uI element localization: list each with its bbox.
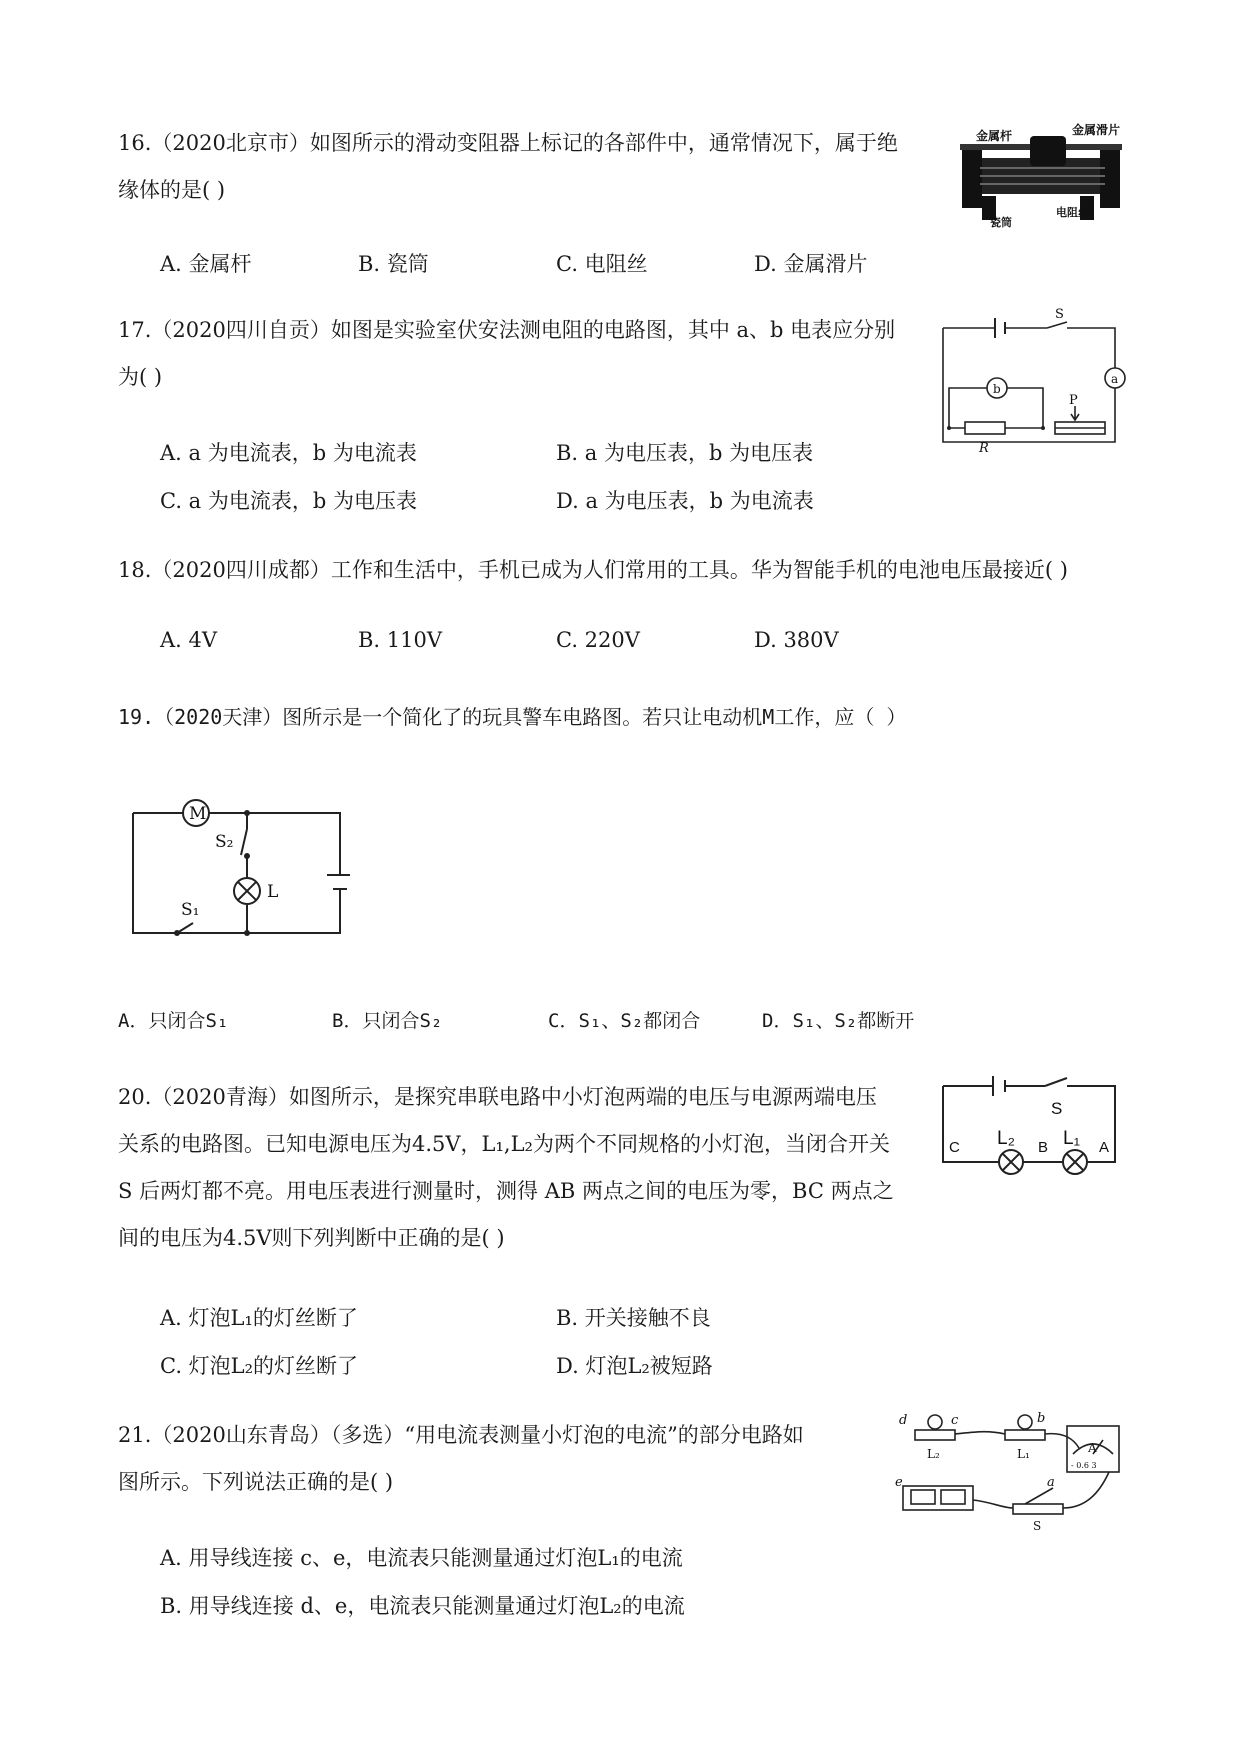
label-meter-b: b (993, 382, 1001, 396)
label-resistance-wire: 电阻丝 (1056, 206, 1089, 219)
label-switch-s1: S₁ (181, 900, 200, 920)
label-terminal-a: a (1047, 1475, 1055, 1490)
option-d: D．S₁、S₂都断开 (762, 1010, 915, 1032)
option-b: B. 110V (358, 628, 443, 652)
label-point-a: A (1099, 1139, 1110, 1156)
option-a: A．只闭合S₁ (118, 1010, 229, 1032)
option-d: D. 灯泡L₂被短路 (556, 1354, 713, 1378)
option-d: D. a 为电压表，b 为电流表 (556, 489, 814, 513)
question-stem: 19.（2020天津）图所示是一个简化了的玩具警车电路图。若只让电动机M工作，应（ ） (118, 705, 907, 729)
label-metal-rod: 金属杆 (976, 129, 1013, 143)
label-point-b: B (1038, 1139, 1049, 1156)
question-stem: 17.（2020四川自贡）如图是实验室伏安法测电阻的电路图，其中 a、b 电表应分别 (118, 318, 896, 342)
question-19 (118, 694, 906, 741)
voltammetry-circuit (935, 306, 1130, 456)
question-stem: 关系的电路图。已知电源电压为4.5V，L₁,L₂为两个不同规格的小灯泡，当闭合开关 (118, 1132, 890, 1156)
label-meter-a: a (1111, 372, 1119, 386)
label-point-c: C (949, 1139, 960, 1156)
question-20 (118, 1074, 894, 1262)
option-c: C. 电阻丝 (556, 252, 648, 276)
label-ammeter-terminals: - 0.6 3 (1071, 1461, 1097, 1470)
option-a: A. 金属杆 (160, 252, 252, 276)
option-d: D. 金属滑片 (754, 252, 868, 276)
question-16 (118, 120, 898, 214)
question-stem: 16.（2020北京市）如图所示的滑动变阻器上标记的各部件中，通常情况下，属于绝 (118, 131, 898, 155)
option-c: C. 灯泡L₂的灯丝断了 (160, 1354, 359, 1378)
question-18 (118, 547, 1068, 594)
option-b: B. 开关接触不良 (556, 1306, 711, 1330)
label-motor-m: M (189, 804, 207, 824)
option-b: B. 用导线连接 d、e，电流表只能测量通过灯泡L₂的电流 (160, 1594, 685, 1618)
option-c: C．S₁、S₂都闭合 (548, 1010, 701, 1032)
label-lamp-l2: L₂ (927, 1447, 940, 1461)
option-d: D. 380V (754, 628, 839, 652)
series-circuit (935, 1074, 1130, 1182)
option-c: C. 220V (556, 628, 640, 652)
toy-police-car-circuit (125, 795, 350, 945)
label-terminal-e: e (895, 1475, 903, 1490)
label-slider-p: P (1069, 393, 1078, 408)
label-metal-slider: 金属滑片 (1072, 123, 1121, 137)
label-terminal-b: b (1037, 1411, 1046, 1426)
label-switch-s: S (1033, 1519, 1042, 1533)
question-stem: 18.（2020四川成都）工作和生活中，手机已成为人们常用的工具。华为智能手机的电池电压最接近( ) (118, 558, 1068, 582)
question-stem: 20.（2020青海）如图所示，是探究串联电路中小灯泡两端的电压与电源两端电压 (118, 1085, 877, 1109)
option-a: A. 4V (160, 628, 218, 652)
option-a: A. 用导线连接 c、e，电流表只能测量通过灯泡L₁的电流 (160, 1546, 683, 1570)
ammeter-circuit (895, 1404, 1135, 1534)
question-stem: 为( ) (118, 365, 163, 389)
question-stem: 间的电压为4.5V则下列判断中正确的是( ) (118, 1226, 505, 1250)
label-lamp-l1: L₁ (1063, 1128, 1080, 1149)
question-17 (118, 307, 895, 401)
option-a: A. a 为电流表，b 为电流表 (160, 441, 417, 465)
option-a: A. 灯泡L₁的灯丝断了 (160, 1306, 358, 1330)
label-switch-s: S (1051, 1099, 1063, 1118)
label-lamp-l: L (267, 882, 279, 902)
option-b: B. a 为电压表，b 为电压表 (556, 441, 814, 465)
question-stem: 21.（2020山东青岛）（多选）“用电流表测量小灯泡的电流”的部分电路如 (118, 1423, 804, 1447)
option-c: C. a 为电流表，b 为电压表 (160, 489, 417, 513)
label-resistor-r: R (979, 441, 989, 456)
question-stem: 缘体的是( ) (118, 178, 226, 202)
question-stem: 图所示。下列说法正确的是( ) (118, 1470, 394, 1494)
question-stem: S 后两灯都不亮。用电压表进行测量时，测得 AB 两点之间的电压为零，BC 两点之 (118, 1179, 894, 1203)
label-ammeter-a: A (1088, 1441, 1097, 1455)
label-lamp-l1: L₁ (1017, 1447, 1030, 1461)
option-b: B．只闭合S₂ (332, 1010, 443, 1032)
label-lamp-l2: L₂ (997, 1128, 1015, 1149)
label-switch-s2: S₂ (215, 832, 234, 852)
label-terminal-c: c (951, 1413, 959, 1428)
label-terminal-d: d (899, 1413, 908, 1428)
label-switch-s: S (1055, 307, 1064, 322)
question-21 (118, 1412, 804, 1506)
label-porcelain-tube: 瓷筒 (990, 216, 1012, 229)
option-b: B. 瓷筒 (358, 252, 429, 276)
rheostat-photo (960, 118, 1130, 230)
